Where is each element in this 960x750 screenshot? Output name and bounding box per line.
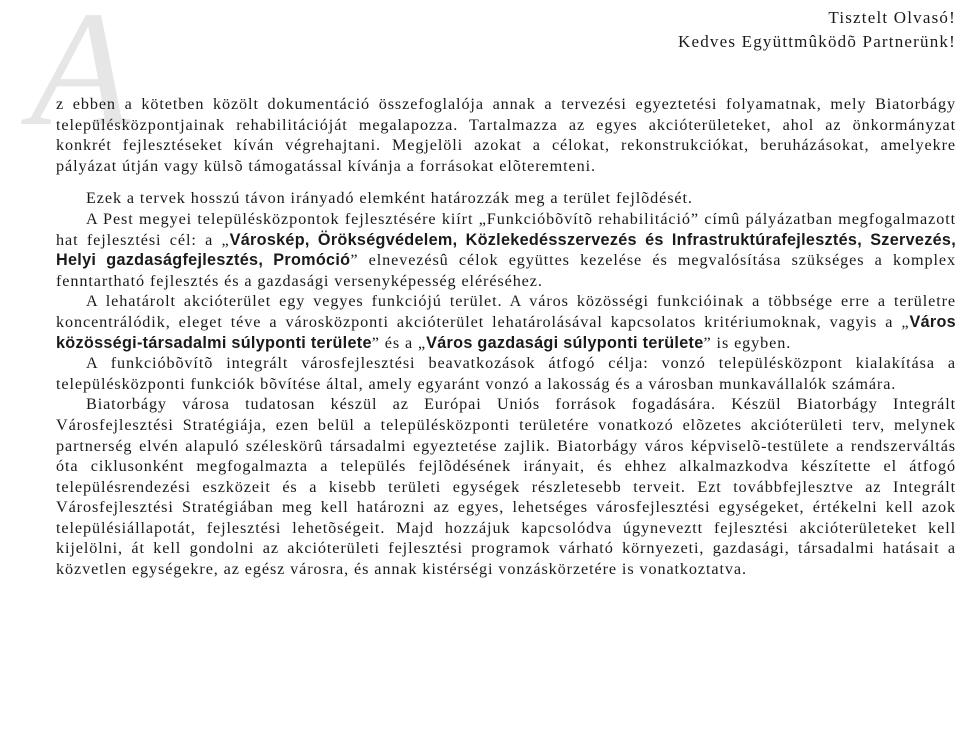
drop-cap-letter: A <box>30 0 131 160</box>
salutation-line-1: Tisztelt Olvasó! <box>828 8 956 27</box>
paragraph-3-text-a: A Pest megyei településközpontok fejlesztésére kiírt „Funkcióbõvítõ rehabilitáció” címû pályázatban megfogalmazott hat fejlesztési cél: a „ <box>56 209 956 249</box>
development-goals-bold: Városkép, Örökségvédelem, Közlekedésszervezés és Infrastruktúrafejlesztés, Szervezés, Helyi gazdaságfejlesztés, Promóció <box>56 230 956 270</box>
community-area-bold: Város közösségi-társadalmi súlyponti területe <box>56 312 956 352</box>
paragraph-3-text-b: ” elnevezésû célok együttes kezelése és megvalósítása szükséges a komplex fenntartható fejlesztés és a gazdasági versenyképesség eléréséhez. <box>56 251 956 290</box>
paragraph-4-text-b: ” és a „ <box>371 333 427 352</box>
paragraph-intro: z ebben a kötetben közölt dokumentáció összefoglalója annak a tervezési egyeztetési folyamatnak, mely Biatorbágy településközpontjainak rehabilitációját megalapozza. Tartalmazza az egyes akcióterületeket, ahol az önkormányzat konkrét fejlesztéseket kíván végrehajtani. Megjelöli azokat a célokat, rekonstrukciókat, beruházásokat, amelyekre pályázat útján vagy külsõ támogatással kívánja a forrásokat elõteremteni. <box>56 95 956 175</box>
paragraph-4 <box>56 291 956 353</box>
salutation-line-2: Kedves Együttmûködõ Partnerünk! <box>678 32 956 51</box>
paragraph-2: Ezek a tervek hosszú távon irányadó elemként határozzák meg a terület fejlõdését. <box>86 189 693 208</box>
paragraph-4-text-c: ” is egyben. <box>703 333 792 352</box>
body-text <box>56 94 956 580</box>
paragraph-4-text-a: A lehatárolt akcióterület egy vegyes funkciójú terület. A város közösségi funkcióinak a többsége erre a területre koncentrálódik, eleget téve a városközponti akcióterület lehatárolásával kapcsolatos kritériumoknak, vagyis a „ <box>56 292 956 331</box>
paragraph-5: A funkcióbõvítõ integrált városfejlesztési beavatkozások átfogó célja: vonzó településközpont kialakítása a településközponti funkciók bõvítése által, amely egyaránt vonzó a lakosság és a városban munkavállalók számára. <box>56 354 956 393</box>
paragraph-3 <box>56 209 956 291</box>
economic-area-bold: Város gazdasági súlyponti területe <box>426 333 704 352</box>
salutation <box>678 6 956 54</box>
paragraph-6: Biatorbágy városa tudatosan készül az Európai Uniós források fogadására. Készül Biatorbágy Integrált Városfejlesztési Stratégiája, ezen belül a településközponti területére vonatkozó elõzetes akcióterületi terv, melynek partnerség elvén alapuló széleskörû társadalmi egyeztetése zajlik. Biatorbágy város képviselõ-testülete a rendszerváltás óta ciklusonként megfogalmazta a település fejlõdésének irányait, és ehhez alkalmazkodva készítette el átfogó településrendezési eszközeit és a kisebb területi egységek részletesebb terveit. Ezt továbbfejlesztve az Integrált Városfejlesztési Stratégiában meg kell határozni az egyes, lehetséges városfejlesztési egységeket, értékelni kell azok településiállapotát, fejlesztési lehetõségeit. Majd hozzájuk kapcsolódva úgyneveztt fejlesztési akcióterületeket kell kijelölni, át kell gondolni az akcióterületi fejlesztési programok várható környezeti, gazdasági, társadalmi hatásait a közvetlen egységekre, az egész városra, és annak kistérségi vonzáskörzetére is vonatkoztatva. <box>56 395 956 579</box>
